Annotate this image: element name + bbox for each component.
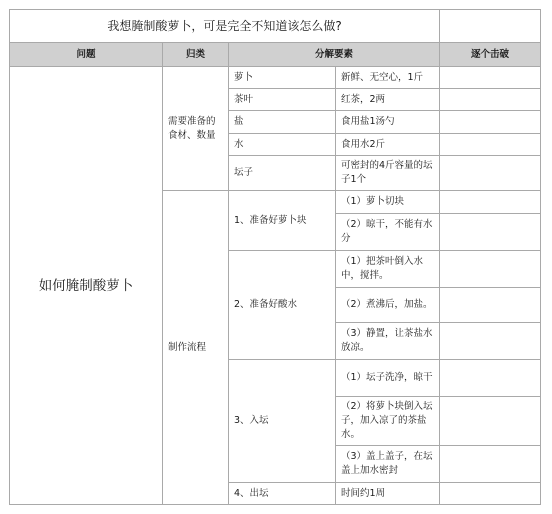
ingredient-name: 茶叶 (228, 88, 336, 111)
ingredient-detail: 新鲜、无空心，1斤 (335, 66, 440, 89)
step-sub: （1）把茶叶倒入水中，搅拌。 (335, 250, 440, 288)
breakdown-cell (439, 359, 541, 397)
step-name: 4、出坛 (228, 482, 336, 505)
breakdown-cell (439, 133, 541, 156)
header-question: 问题 (9, 42, 163, 67)
ingredient-detail: 食用盐1汤勺 (335, 110, 440, 134)
step-sub: （1）坛子洗净，晾干 (335, 359, 440, 397)
category-ingredients: 需要准备的食材、数量 (162, 66, 229, 191)
table-title: 我想腌制酸萝卜，可是完全不知道该怎么做? (9, 9, 440, 43)
ingredient-detail: 可密封的4斤容量的坛子1个 (335, 155, 440, 191)
header-elements: 分解要素 (228, 42, 440, 67)
ingredient-name: 盐 (228, 110, 336, 134)
breakdown-cell (439, 322, 541, 360)
breakdown-cell (439, 482, 541, 505)
breakdown-cell (439, 66, 541, 89)
title-side-cell (439, 9, 541, 43)
question-cell: 如何腌制酸萝卜 (9, 66, 163, 505)
ingredient-detail: 红茶，2两 (335, 88, 440, 111)
step-sub: （2）煮沸后，加盐。 (335, 287, 440, 323)
breakdown-cell (439, 190, 541, 214)
step-name: 3、入坛 (228, 359, 336, 483)
breakdown-cell (439, 396, 541, 446)
step-sub: 时间约1周 (335, 482, 440, 505)
step-name: 2、准备好酸水 (228, 250, 336, 360)
breakdown-cell (439, 213, 541, 251)
step-sub: （3）静置，让茶盐水放凉。 (335, 322, 440, 360)
ingredient-name: 水 (228, 133, 336, 156)
ingredient-name: 萝卜 (228, 66, 336, 89)
breakdown-cell (439, 445, 541, 483)
ingredient-detail: 食用水2斤 (335, 133, 440, 156)
breakdown-cell (439, 287, 541, 323)
header-category: 归类 (162, 42, 229, 67)
category-process: 制作流程 (162, 190, 229, 505)
breakdown-cell (439, 110, 541, 134)
step-name: 1、准备好萝卜块 (228, 190, 336, 251)
step-sub: （1）萝卜切块 (335, 190, 440, 214)
header-breakdown: 逐个击破 (439, 42, 541, 67)
step-sub: （3）盖上盖子，在坛盖上加水密封 (335, 445, 440, 483)
ingredient-name: 坛子 (228, 155, 336, 191)
breakdown-cell (439, 250, 541, 288)
breakdown-cell (439, 88, 541, 111)
breakdown-cell (439, 155, 541, 191)
step-sub: （2）晾干，不能有水分 (335, 213, 440, 251)
step-sub: （2）将萝卜块倒入坛子，加入凉了的茶盐水。 (335, 396, 440, 446)
breakdown-table (9, 9, 541, 505)
